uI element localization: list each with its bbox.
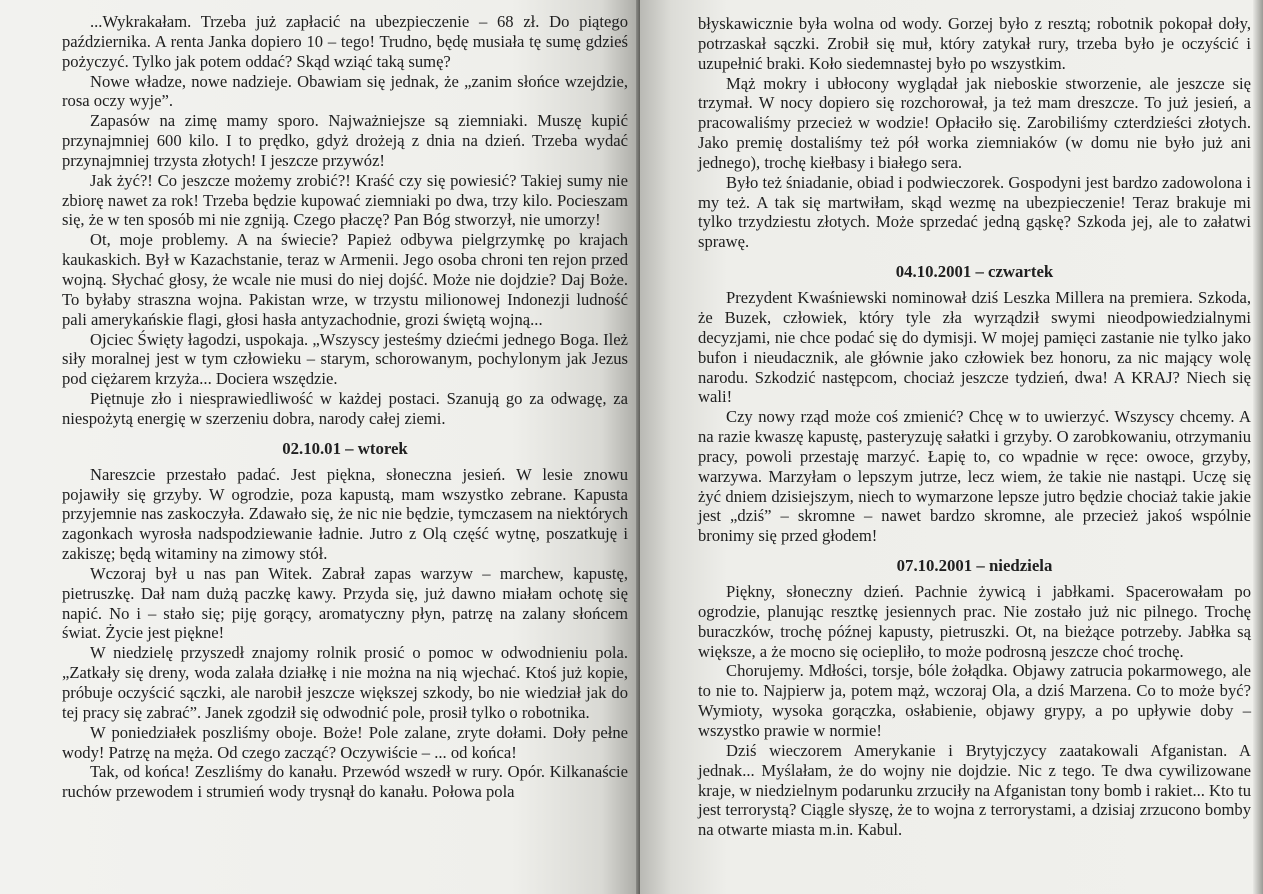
paragraph: Tak, od końca! Zeszliśmy do kanału. Przewód wszedł w rury. Opór. Kilkanaście ruchów przewodem i strumień wody trysnął do kanału. Połowa pola [62,762,628,802]
paragraph: Chorujemy. Mdłości, torsje, bóle żołądka. Objawy zatrucia pokarmowego, ale to nie to. Najpierw ja, potem mąż, wczoraj Ola, a dziś Marzena. Co to może być? Wymioty, wysoka gorączka, osłabienie, objawy grypy, a po upływie doby – wszystko prawie w normie! [698,661,1251,740]
entry-date-heading: 02.10.01 – wtorek [282,438,408,458]
entry-date-heading: 07.10.2001 – niedziela [896,556,1053,576]
paragraph: Czy nowy rząd może coś zmienić? Chcę w to uwierzyć. Wszyscy chcemy. A na razie kwaszę kapustę, pasteryzuję sałatki i grzyby. O zarobkowaniu, otrzymaniu pracy, powoli przestaję marzyć. Łapię to, co wpadnie w ręce: owoce, grzyby, warzywa. Marzyłam o lepszym jutrze, lecz wiem, że takie nie nastąpi. Uczę się żyć dniem dzisiejszym, niech to wymarzone lepsze jutro będzie chociaż takie jakie jest „dziś” – skromne – nawet bardzo skromne, ale przecież jakoś wspólnie bronimy się przed głodem! [698,407,1251,546]
paragraph: Ot, moje problemy. A na świecie? Papież odbywa pielgrzymkę po krajach kaukaskich. Był w Kazachstanie, teraz w Armenii. Jego osoba chroni ten rejon przed wojną. Słychać głosy, że wcale nie musi do niej dojść. Może nie dojdzie? Daj Boże. To byłaby straszna wojna. Pakistan wrze, w trzystu milionowej Indonezji ludność pali amerykańskie flagi, głosi hasła antyzachodnie, grozi świętą wojną... [62,230,628,329]
paragraph: Piękny, słoneczny dzień. Pachnie żywicą i jabłkami. Spacerowałam po ogrodzie, planując resztkę jesiennych prac. Nie zostało już nic pilnego. Trochę buraczków, trochę późnej kapusty, pietruszki. Ot, na bieżące potrzeby. Jabłka są większe, a że mocno się ociepliło, to może podrosną jeszcze choć trochę. [698,582,1251,661]
paragraph: Dziś wieczorem Amerykanie i Brytyjczycy zaatakowali Afganistan. A jednak... Myślałam, że do wojny nie dojdzie. Nic z tego. Te dwa cywilizowane kraje, w niedzielnym podarunku zrzuciły na Afganistan tony bomb i rakiet... Kto tu jest terrorystą? Ciągle słyszę, że to wojna z terrorystami, a dzisiaj zrzucono bomby na otwarte miasta m.in. Kabul. [698,740,1251,840]
paragraph: Prezydent Kwaśniewski nominował dziś Leszka Millera na premiera. Szkoda, że Buzek, człowiek, który tyle zła wyrządził swymi nieodpowiedzialnymi decyzjami, nie chce podać się do dymisji. W mojej pamięci zastanie nie tylko jako bufon i nieudacznik, ale głównie jako człowiek bez honoru, za nic mający wolę narodu. Szkodzić następcom, chociaż jeszcze tydzień, dwa! A KRAJ? Niech się wali! [698,288,1251,407]
paragraph: Piętnuje zło i niesprawiedliwość w każdej postaci. Szanują go za odwagę, za niespożytą energię w szerzeniu dobra, narody całej ziemi. [62,389,628,428]
paragraph: błyskawicznie była wolna od wody. Gorzej było z resztą; robotnik pokopał doły, potrzaskał sączki. Zrobił się muł, który zatykał rury, trzeba było je oczyścić i uzupełnić braki. Koło siedemnastej było po wszystkim. [698,14,1251,73]
paragraph: W niedzielę przyszedł znajomy rolnik prosić o pomoc w odwodnieniu pola. „Zatkały się dreny, woda zalała działkę i nie można na nią wjechać. Ktoś już kopie, próbuje oczyścić sączki, ale narobił jeszcze większej szkody, bo nie wiedział jak do tej pracy się zabrać”. Janek zgodził się odwodnić pole, prosił tylko o robotnika. [62,643,628,722]
page-edge-shadow [1253,0,1263,894]
entry-date-heading: 04.10.2001 – czwartek [895,262,1054,282]
paragraph: Wczoraj był u nas pan Witek. Zabrał zapas warzyw – marchew, kapustę, pietruszkę. Dał nam dużą paczkę kawy. Przyda się, już dawno miałam ochotę się napić. No i – stało się; piję gorący, aromatyczny płyn, patrzę na zalany słońcem świat. Życie jest piękne! [62,563,628,643]
paragraph: Było też śniadanie, obiad i podwieczorek. Gospodyni jest bardzo zadowolona i my też. A tak się martwiłam, skąd wezmę na ubezpieczenie! Teraz brakuje mi tylko trzydziestu złotych. Może sprzedać jedną gąskę? Szkoda jej, ale to załatwi sprawę. [698,172,1251,252]
paragraph: Mąż mokry i ubłocony wyglądał jak nieboskie stworzenie, ale jeszcze się trzymał. W nocy dopiero się rozchorował, ja też mam dreszcze. To już jesień, a pracowaliśmy przecież w wodzie! Opłaciło się. Zarobiliśmy czterdzieści złotych. Jako premię dostaliśmy też pół worka ziemniaków (w domu nie było już ani jednego), trochę kiełbasy i białego sera. [698,73,1251,172]
paragraph: W poniedziałek poszliśmy oboje. Boże! Pole zalane, zryte dołami. Doły pełne wody! Patrzę na męża. Od czego zacząć? Oczywiście – ... od końca! [62,722,628,762]
paragraph: Jak żyć?! Co jeszcze możemy zrobić?! Kraść czy się powiesić? Takiej sumy nie zbiorę nawet za rok! Trzeba będzie kupować ziemniaki po dwa, trzy kilo. Pocieszam się, że w ten sposób mi nie zgniją. Czego płaczę? Pan Bóg stworzył, nie umorzy! [62,170,628,230]
paragraph: ...Wykrakałam. Trzeba już zapłacić na ubezpieczenie – 68 zł. Do piątego października. A renta Janka dopiero 10 – tego! Trudno, będę musiała tę sumę gdzieś pożyczyć. Tylko jak potem oddać? Skąd wziąć taką sumę? [62,12,628,71]
paragraph: Ojciec Święty łagodzi, uspokaja. „Wszyscy jesteśmy dziećmi jednego Boga. Ileż siły moralnej jest w tym człowieku – starym, schorowanym, pochylonym jak Jezus pod ciężarem krzyża... Dociera wszędzie. [62,329,628,389]
paragraph: Nareszcie przestało padać. Jest piękna, słoneczna jesień. W lesie znowu pojawiły się grzyby. W ogrodzie, poza kapustą, mam wszystko zebrane. Kapusta przyjemnie nas zaskoczyła. Zdawało się, że nic nie będzie, tymczasem na niektórych zagonkach wyrosła nadspodziewanie ładnie. Jutro z Olą część wytnę, poszatkuję i zakiszę; będą witaminy na zimowy stół. [62,464,628,564]
paragraph: Nowe władze, nowe nadzieje. Obawiam się jednak, że „zanim słońce wzejdzie, rosa oczy wyje”. [62,71,628,111]
right-page [640,0,1263,894]
paragraph: Zapasów na zimę mamy sporo. Najważniejsze są ziemniaki. Muszę kupić przynajmniej 600 kilo. I to prędko, gdyż drożeją z dnia na dzień. Trzeba wydać przynajmniej trzysta złotych! I jeszcze przywóz! [62,111,628,170]
